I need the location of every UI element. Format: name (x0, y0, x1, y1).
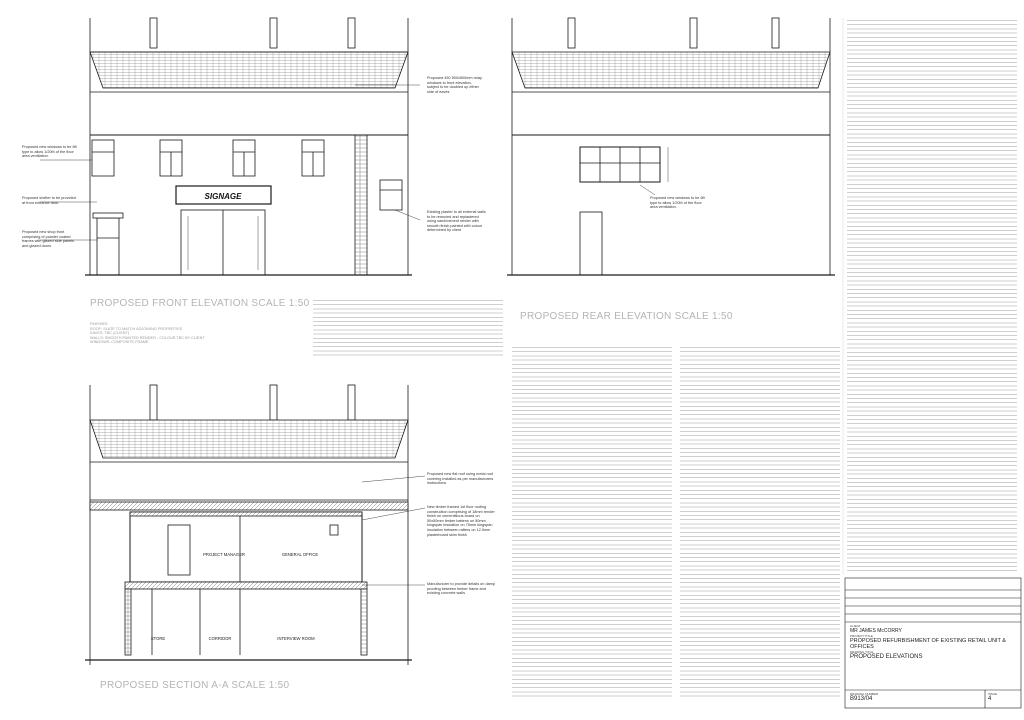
rear-elevation (507, 18, 835, 275)
section-floor (125, 582, 367, 589)
front-annot-vent: Proposed 450 500x500mm relay windows to front elevation, subject to be doubled up either side of eaves (427, 76, 482, 94)
project-title: PROPOSED REFURBISHMENT OF EXISTING RETAIL UNIT & OFFICES (850, 638, 1006, 650)
rear-annot-windows: Proposed new windows to be 6ft type to allow 1/20th of the floor area ventilation. (650, 196, 705, 210)
section-title: PROPOSED SECTION A-A SCALE 1:50 (100, 680, 290, 691)
project-label: PROJECT TITLE (850, 634, 873, 638)
rear-door (580, 212, 602, 275)
drawing-title: PROPOSED ELEVATIONS (850, 654, 923, 660)
rear-elevation-title: PROPOSED REAR ELEVATION SCALE 1:50 (520, 311, 733, 322)
section-room-project-manager: PROJECT MANAGER (203, 552, 245, 557)
section-annot-fire: Manufacturer to provide details on damp proofing between timber frame and existing concrete walls (427, 582, 495, 596)
front-annot-windows: Proposed new windows to be 6ft type to allow 1/20th of the floor area ventilation. (22, 145, 77, 159)
section-aa (85, 385, 425, 665)
front-door (97, 218, 119, 275)
client-name: MR JAMES McCORRY (850, 628, 902, 634)
front-elevation-title: PROPOSED FRONT ELEVATION SCALE 1:50 (90, 298, 310, 309)
front-annot-plaster: Existing plaster to all external walls to be removed and replastered using sand/cement render with smooth finish painted with colour determined by client (427, 210, 486, 233)
front-elevation (40, 18, 420, 275)
front-annot-shelter: Proposed shelter to be provided at front entrance door. (22, 196, 76, 205)
section-room-interview: INTERVIEW ROOM (277, 636, 315, 641)
issue-number: 4 (988, 696, 992, 702)
section-roof-build-up (90, 502, 408, 510)
spec-notes-column-1 (313, 298, 503, 358)
rear-windows (580, 147, 660, 182)
spec-notes-column-2 (512, 345, 672, 700)
drawing-title-label: DRAWING TITLE (850, 650, 874, 654)
drawing-number: B913/04 (850, 696, 873, 702)
spec-notes-column-4 (847, 18, 1017, 573)
section-room-store: STORE (150, 636, 166, 641)
signage-text: SIGNAGE (204, 192, 242, 201)
title-block (850, 624, 1018, 660)
client-label: CLIENT (850, 624, 861, 628)
front-quoins (355, 135, 367, 275)
finishes-notes: FINISHES ROOF: SLATE TO MATCH ADJOINING PROPERTIES EAVES: TBC (CLIENT) WALLS: SMOOTH PAINTED RENDER - COLOUR TBC BY CLIENT WINDOWS: COMPOSITE FRAME (90, 322, 205, 345)
issue-box: ISSUE 4 (988, 692, 1018, 702)
section-annot-timber: New timber framed 1st floor roofing construction comprising of 18mm render finish on cementitious board on 50x50mm timber battens on 50mm kingspan insulation on 75mm kingspan insulation between rafters on 12.5mm plasterboard skim finish (427, 505, 495, 537)
section-room-general-office: GENERAL OFFICE (281, 552, 319, 557)
spec-notes-column-3 (680, 345, 840, 700)
front-upper-windows (92, 140, 324, 176)
drawing-number-box: DRAWING NUMBER B913/04 (850, 692, 980, 702)
front-annot-shopfront: Proposed new shop front comprising of powder coated frames with glazed side panels and glazed doors (22, 230, 74, 248)
section-first-floor (130, 512, 362, 582)
section-room-corridor: CORRIDOR (208, 636, 232, 641)
front-roof (90, 52, 408, 88)
rear-roof (512, 52, 830, 88)
section-annot-roof: Proposed new flat roof using metal roof covering installed as per manufacturers instructions (427, 472, 494, 486)
